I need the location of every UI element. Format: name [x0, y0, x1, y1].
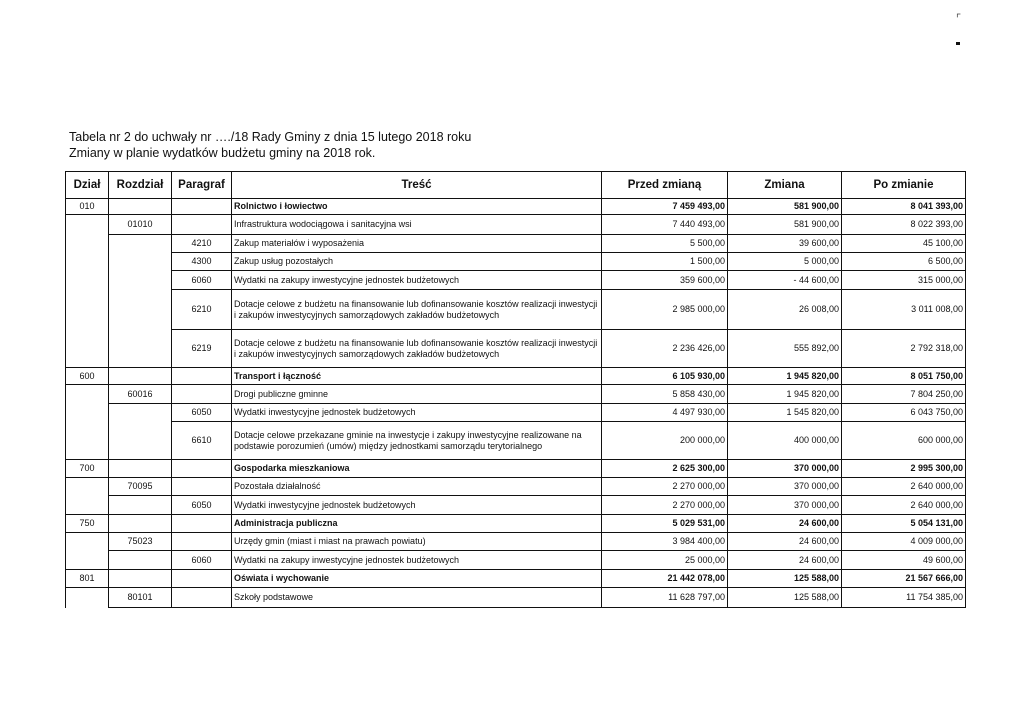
cell-dzial: [66, 588, 109, 608]
cell-po-zmianie: 8 051 750,00: [842, 368, 966, 385]
cell-przed-zmiana: 5 858 430,00: [602, 385, 728, 404]
column-header-paragraf: Paragraf: [172, 172, 232, 199]
cell-po-zmianie: 315 000,00: [842, 271, 966, 290]
cell-zmiana: 1 945 820,00: [728, 385, 842, 404]
cell-paragraf: [172, 570, 232, 588]
cell-po-zmianie: 11 754 385,00: [842, 588, 966, 608]
cell-dzial: [66, 330, 109, 368]
cell-rozdzial: [109, 199, 172, 215]
cell-rozdzial: 75023: [109, 533, 172, 551]
cell-zmiana: 370 000,00: [728, 460, 842, 478]
cell-tresc: Infrastruktura wodociągowa i sanitacyjna wsi: [232, 215, 602, 235]
cell-dzial: [66, 551, 109, 570]
cell-dzial: [66, 478, 109, 496]
cell-rozdzial: [109, 496, 172, 515]
cell-po-zmianie: 8 041 393,00: [842, 199, 966, 215]
cell-przed-zmiana: 11 628 797,00: [602, 588, 728, 608]
cell-tresc: Drogi publiczne gminne: [232, 385, 602, 404]
cell-zmiana: 5 000,00: [728, 253, 842, 271]
corner-scan-mark: [952, 14, 962, 44]
cell-dzial: 700: [66, 460, 109, 478]
cell-zmiana: 400 000,00: [728, 422, 842, 460]
cell-tresc: Wydatki na zakupy inwestycyjne jednostek budżetowych: [232, 551, 602, 570]
cell-paragraf: 6610: [172, 422, 232, 460]
cell-po-zmianie: 7 804 250,00: [842, 385, 966, 404]
column-header-przed-zmiana: Przed zmianą: [602, 172, 728, 199]
cell-paragraf: [172, 215, 232, 235]
cell-rozdzial: [109, 422, 172, 460]
table-row: [66, 588, 966, 608]
table-row: [66, 290, 966, 330]
cell-przed-zmiana: 2 270 000,00: [602, 478, 728, 496]
cell-rozdzial: [109, 330, 172, 368]
cell-dzial: [66, 533, 109, 551]
cell-przed-zmiana: 2 270 000,00: [602, 496, 728, 515]
cell-rozdzial: [109, 290, 172, 330]
cell-po-zmianie: 3 011 008,00: [842, 290, 966, 330]
column-header-dzial: Dział: [66, 172, 109, 199]
cell-zmiana: 581 900,00: [728, 199, 842, 215]
cell-paragraf: [172, 478, 232, 496]
cell-rozdzial: 80101: [109, 588, 172, 608]
cell-dzial: [66, 235, 109, 253]
table-header-row: [66, 172, 966, 199]
cell-zmiana: 370 000,00: [728, 496, 842, 515]
table-row: [66, 551, 966, 570]
cell-po-zmianie: 4 009 000,00: [842, 533, 966, 551]
table-row: [66, 533, 966, 551]
cell-po-zmianie: 2 640 000,00: [842, 496, 966, 515]
cell-przed-zmiana: 7 440 493,00: [602, 215, 728, 235]
cell-dzial: [66, 385, 109, 404]
cell-paragraf: [172, 533, 232, 551]
table-row: [66, 253, 966, 271]
cell-zmiana: 555 892,00: [728, 330, 842, 368]
cell-przed-zmiana: 359 600,00: [602, 271, 728, 290]
cell-dzial: [66, 271, 109, 290]
cell-dzial: [66, 215, 109, 235]
table-row: [66, 368, 966, 385]
cell-rozdzial: 01010: [109, 215, 172, 235]
scan-artifact-icon: ⌜: [956, 13, 962, 25]
cell-paragraf: [172, 515, 232, 533]
cell-przed-zmiana: 1 500,00: [602, 253, 728, 271]
cell-tresc: Rolnictwo i łowiectwo: [232, 199, 602, 215]
cell-rozdzial: [109, 570, 172, 588]
cell-tresc: Zakup materiałów i wyposażenia: [232, 235, 602, 253]
cell-przed-zmiana: 5 029 531,00: [602, 515, 728, 533]
cell-rozdzial: [109, 460, 172, 478]
column-header-rozdzial: Rozdział: [109, 172, 172, 199]
cell-przed-zmiana: 200 000,00: [602, 422, 728, 460]
column-header-tresc: Treść: [232, 172, 602, 199]
cell-dzial: [66, 290, 109, 330]
cell-przed-zmiana: 6 105 930,00: [602, 368, 728, 385]
cell-zmiana: 581 900,00: [728, 215, 842, 235]
cell-tresc: Wydatki inwestycyjne jednostek budżetowych: [232, 404, 602, 422]
cell-dzial: 801: [66, 570, 109, 588]
document-title-line1: Tabela nr 2 do uchwały nr …./18 Rady Gminy z dnia 15 lutego 2018 roku: [69, 130, 472, 144]
cell-po-zmianie: 2 640 000,00: [842, 478, 966, 496]
column-header-po-zmianie: Po zmianie: [842, 172, 966, 199]
cell-tresc: Szkoły podstawowe: [232, 588, 602, 608]
cell-tresc: Wydatki na zakupy inwestycyjne jednostek budżetowych: [232, 271, 602, 290]
cell-zmiana: 39 600,00: [728, 235, 842, 253]
cell-tresc: Dotacje celowe z budżetu na finansowanie lub dofinansowanie kosztów realizacji inwestycji i zakupów inwestycyjnych samorządowych zakładów budżetowych: [232, 330, 602, 368]
cell-paragraf: 4210: [172, 235, 232, 253]
cell-dzial: [66, 496, 109, 515]
cell-paragraf: 6060: [172, 551, 232, 570]
cell-tresc: Oświata i wychowanie: [232, 570, 602, 588]
cell-po-zmianie: 600 000,00: [842, 422, 966, 460]
cell-rozdzial: [109, 368, 172, 385]
cell-paragraf: 6060: [172, 271, 232, 290]
table-row: [66, 570, 966, 588]
cell-paragraf: [172, 385, 232, 404]
cell-zmiana: - 44 600,00: [728, 271, 842, 290]
cell-po-zmianie: 6 500,00: [842, 253, 966, 271]
cell-rozdzial: [109, 551, 172, 570]
table-row: [66, 235, 966, 253]
budget-changes-table: [65, 171, 966, 608]
cell-paragraf: [172, 368, 232, 385]
table-row: [66, 496, 966, 515]
cell-paragraf: 4300: [172, 253, 232, 271]
column-header-zmiana: Zmiana: [728, 172, 842, 199]
cell-tresc: Pozostała działalność: [232, 478, 602, 496]
cell-przed-zmiana: 2 236 426,00: [602, 330, 728, 368]
cell-paragraf: 6210: [172, 290, 232, 330]
cell-po-zmianie: 6 043 750,00: [842, 404, 966, 422]
cell-po-zmianie: 45 100,00: [842, 235, 966, 253]
cell-zmiana: 24 600,00: [728, 551, 842, 570]
cell-przed-zmiana: 2 985 000,00: [602, 290, 728, 330]
cell-zmiana: 24 600,00: [728, 533, 842, 551]
table-row: [66, 515, 966, 533]
cell-zmiana: 26 008,00: [728, 290, 842, 330]
cell-zmiana: 1 545 820,00: [728, 404, 842, 422]
cell-zmiana: 24 600,00: [728, 515, 842, 533]
cell-po-zmianie: 2 792 318,00: [842, 330, 966, 368]
cell-dzial: 750: [66, 515, 109, 533]
table-row: [66, 460, 966, 478]
cell-tresc: Urzędy gmin (miast i miast na prawach powiatu): [232, 533, 602, 551]
cell-tresc: Dotacje celowe z budżetu na finansowanie lub dofinansowanie kosztów realizacji inwestycji i zakupów inwestycyjnych samorządowych zakładów budżetowych: [232, 290, 602, 330]
cell-paragraf: [172, 588, 232, 608]
cell-paragraf: 6219: [172, 330, 232, 368]
cell-zmiana: 125 588,00: [728, 570, 842, 588]
cell-dzial: [66, 422, 109, 460]
cell-rozdzial: [109, 235, 172, 253]
table-row: [66, 271, 966, 290]
cell-zmiana: 1 945 820,00: [728, 368, 842, 385]
cell-przed-zmiana: 7 459 493,00: [602, 199, 728, 215]
cell-tresc: Wydatki inwestycyjne jednostek budżetowych: [232, 496, 602, 515]
cell-paragraf: 6050: [172, 496, 232, 515]
cell-przed-zmiana: 2 625 300,00: [602, 460, 728, 478]
cell-rozdzial: [109, 404, 172, 422]
cell-paragraf: [172, 460, 232, 478]
table-row: [66, 404, 966, 422]
cell-dzial: 010: [66, 199, 109, 215]
document-title-line2: Zmiany w planie wydatków budżetu gminy na 2018 rok.: [69, 146, 376, 160]
cell-dzial: [66, 253, 109, 271]
cell-po-zmianie: 2 995 300,00: [842, 460, 966, 478]
cell-rozdzial: [109, 271, 172, 290]
cell-rozdzial: 70095: [109, 478, 172, 496]
cell-dzial: 600: [66, 368, 109, 385]
table-row: [66, 215, 966, 235]
table-row: [66, 422, 966, 460]
cell-przed-zmiana: 5 500,00: [602, 235, 728, 253]
table-row: [66, 478, 966, 496]
cell-paragraf: 6050: [172, 404, 232, 422]
cell-po-zmianie: 8 022 393,00: [842, 215, 966, 235]
cell-przed-zmiana: 21 442 078,00: [602, 570, 728, 588]
table-row: [66, 330, 966, 368]
cell-rozdzial: [109, 515, 172, 533]
cell-przed-zmiana: 25 000,00: [602, 551, 728, 570]
cell-tresc: Administracja publiczna: [232, 515, 602, 533]
cell-tresc: Zakup usług pozostałych: [232, 253, 602, 271]
cell-zmiana: 125 588,00: [728, 588, 842, 608]
cell-tresc: Transport i łączność: [232, 368, 602, 385]
scan-artifact-dot: [956, 42, 960, 45]
cell-rozdzial: [109, 253, 172, 271]
cell-tresc: Gospodarka mieszkaniowa: [232, 460, 602, 478]
table-row: [66, 385, 966, 404]
cell-przed-zmiana: 4 497 930,00: [602, 404, 728, 422]
cell-tresc: Dotacje celowe przekazane gminie na inwestycje i zakupy inwestycyjne realizowane na podstawie porozumień (umów) między jednostkami samorządu terytorialnego: [232, 422, 602, 460]
cell-rozdzial: 60016: [109, 385, 172, 404]
table-body: [66, 199, 966, 608]
cell-zmiana: 370 000,00: [728, 478, 842, 496]
cell-dzial: [66, 404, 109, 422]
cell-paragraf: [172, 199, 232, 215]
table-row: [66, 199, 966, 215]
cell-przed-zmiana: 3 984 400,00: [602, 533, 728, 551]
cell-po-zmianie: 5 054 131,00: [842, 515, 966, 533]
cell-po-zmianie: 21 567 666,00: [842, 570, 966, 588]
cell-po-zmianie: 49 600,00: [842, 551, 966, 570]
